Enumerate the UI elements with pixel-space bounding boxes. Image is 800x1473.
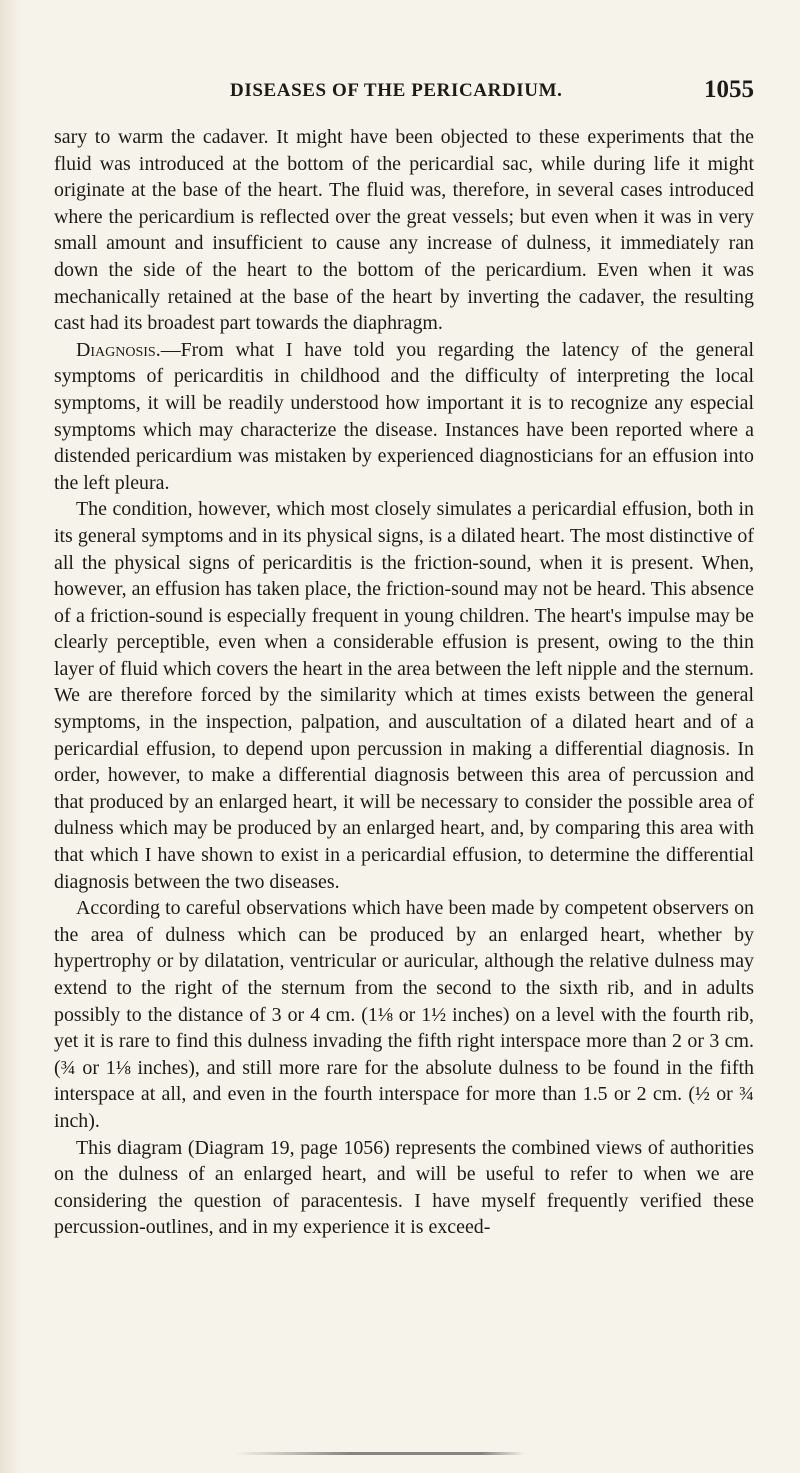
paragraph-continuation: sary to warm the cadaver. It might have been objected to these experiments that the fluid was introduced at the bottom of the pericardial sac, while during life it might originate at the base of the heart. The fluid was, therefore, in several cases introduced where the pericardium is reflected over the great vessels; but even when it was in very small amount and insufficient to cause any increase of dulness, it immediately ran down the side of the heart to the bottom of the pericardium. Even when it was mechanically retained at the base of the heart by inverting the cadaver, the resulting cast had its broadest part towards the diaphragm. bbox=[54, 126, 754, 335]
paragraph-observations: According to careful observations which have been made by competent observers on the area of dulness which can be produced by an enlarged heart, whether by hypertrophy or by dilatation, ventricular or auricular, although the relative dulness may extend to the right of the sternum from the second to the sixth rib, and in adults possibly to the distance of 3 or 4 cm. (1⅛ or 1½ inches) on a level with the fourth rib, yet it is rare to find this dulness invading the fifth right interspace more than 2 or 3 cm. (¾ or 1⅛ inches), and still more rare for the absolute dulness to be found in the fifth interspace at all, and even in the fourth interspace for more than 1.5 or 2 cm. (½ or ¾ inch). bbox=[54, 897, 754, 1132]
page-edge-shadow bbox=[0, 0, 22, 1473]
paragraph-diagram-reference: This diagram (Diagram 19, page 1056) represents the combined views of authorities on the dulness of an enlarged heart, and will be useful to refer to when we are considering the question of paracentesis. I have myself frequently verified these percussion-outlines, and in my experience it is exceed- bbox=[54, 1136, 754, 1239]
paragraph-dilated-heart: The condition, however, which most closely simulates a pericardial effusion, both in its general symptoms and in its physical signs, is a dilated heart. The most distinctive of all the physical signs of pericarditis is the friction-sound, when it is present. When, however, an effusion has taken place, the friction-sound may not be heard. This absence of a friction-sound is especially frequent in young children. The heart's impulse may be clearly perceptible, even when a considerable effusion is present, owing to the thin layer of fluid which covers the heart in the area between the left nipple and the sternum. We are therefore forced by the similarity which at times exists between the general symptoms, in the inspection, palpation, and auscultation of a dilated heart and of a pericardial effusion, to depend upon percussion in making a differential diagnosis. In order, however, to make a differential diagnosis between this area of percussion and that produced by an enlarged heart, it will be necessary to consider the possible area of dulness which may be produced by an enlarged heart, and, by comparing this area with that which I have shown to exist in a pericardial effusion, to determine the differential diagnosis between the two diseases. bbox=[54, 498, 754, 893]
page-number: 1055 bbox=[704, 76, 754, 103]
running-head: DISEASES OF THE PERICARDIUM. bbox=[230, 80, 563, 101]
paragraph-diagnosis-text: —From what I have told you regarding the latency of the general symptoms of pericarditis in childhood and the difficulty of interpreting the local symptoms, it will be readily understood how important it is to recognize any especial symptoms which may characterize the disease. Instances have been reported where a distended pericardium was mistaken by experienced diagnosticians for an effusion into the left pleura. bbox=[54, 338, 754, 494]
paragraph-diagnosis bbox=[54, 337, 754, 497]
page-header bbox=[230, 76, 754, 106]
section-heading-diagnosis: Diagnosis. bbox=[76, 338, 161, 361]
body-text bbox=[54, 124, 754, 1241]
ink-smudge bbox=[235, 1452, 525, 1455]
